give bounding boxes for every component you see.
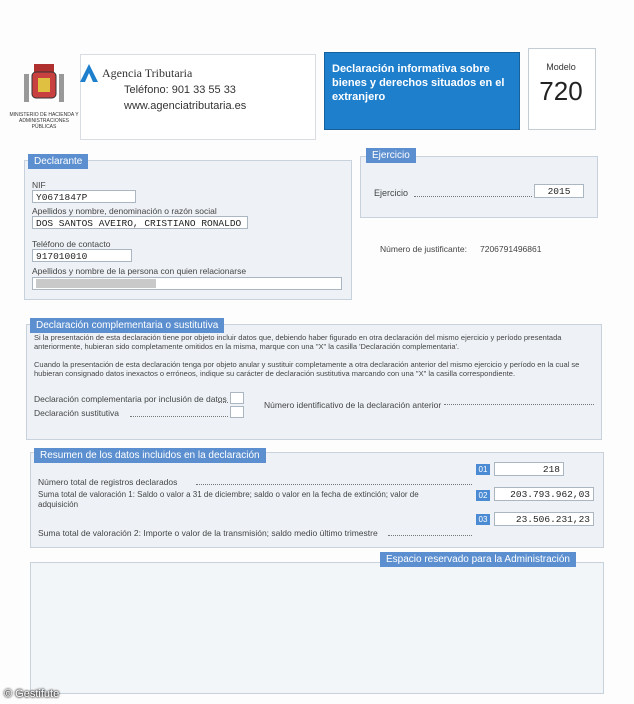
justificante-value: 7206791496861 xyxy=(480,244,542,254)
complementaria-label: Declaración complementaria por inclusión de datos xyxy=(34,394,227,404)
anterior-label: Número identificativo de la declaración anterior xyxy=(264,400,442,410)
nif-field[interactable]: Y0671847P xyxy=(32,190,136,203)
sustitutiva-label: Declaración sustitutiva xyxy=(34,408,120,418)
model-label: Modelo xyxy=(546,62,576,72)
watermark-text: © Gestifute xyxy=(4,688,60,700)
resumen-row-value-2[interactable]: 203.793.962,03 xyxy=(494,487,594,501)
resumen-row-code-2: 02 xyxy=(476,490,490,501)
redacted-block xyxy=(36,279,156,288)
sustitutiva-checkbox[interactable] xyxy=(230,406,244,418)
agency-logo-icon xyxy=(78,62,100,84)
contact-label: Apellidos y nombre de la persona con quien relacionarse xyxy=(32,266,247,276)
justificante-label: Número de justificante: xyxy=(380,244,467,254)
ejercicio-field[interactable]: 2015 xyxy=(534,184,584,198)
nif-label: NIF xyxy=(32,180,46,190)
agency-phone: Teléfono: 901 33 55 33 xyxy=(124,84,236,96)
resumen-row-label-3: Suma total de valoración 2: Importe o valor de la transmisión; saldo medio último trimestre xyxy=(38,528,378,538)
complementaria-text-2: Cuando la presentación de esta declaración tenga por objeto anular y sustituir completamente a otra declaración anterior del mismo ejercicio y período en la cual se hubieran consignado datos inexactos o erróneos, indique su carácter de declaración sustitutiva marcando con una "X" la casilla correspondiente. xyxy=(34,360,580,378)
name-field[interactable]: DOS SANTOS AVEIRO, CRISTIANO RONALDO xyxy=(32,216,248,229)
declarante-section-title: Declarante xyxy=(28,154,88,169)
model-number: 720 xyxy=(539,76,583,106)
resumen-row-label-2: Suma total de valoración 1: Saldo o valor a 31 de diciembre; saldo o valor en la fecha de extinción; valor de adquisición xyxy=(38,490,419,509)
name-label: Apellidos y nombre, denominación o razón social xyxy=(32,206,217,216)
form-title: Declaración informativa sobre bienes y derechos situados en el extranjero xyxy=(332,63,505,103)
contact-field[interactable] xyxy=(32,277,342,290)
phone-field[interactable]: 917010010 xyxy=(32,249,132,262)
coat-of-arms-icon xyxy=(20,62,68,110)
reservado-section-title: Espacio reservado para la Administración xyxy=(380,552,576,567)
resumen-row-value-3[interactable]: 23.506.231,23 xyxy=(494,512,594,526)
resumen-row-code-3: 03 xyxy=(476,514,490,525)
agency-website: www.agenciatributaria.es xyxy=(124,100,247,112)
phone-label: Teléfono de contacto xyxy=(32,239,111,249)
complementaria-section-title: Declaración complementaria o sustitutiva xyxy=(30,318,224,333)
resumen-row-code-1: 01 xyxy=(476,464,490,475)
ejercicio-section-title: Ejercicio xyxy=(366,148,416,163)
reservado-panel xyxy=(30,562,604,694)
complementaria-checkbox[interactable] xyxy=(230,392,244,404)
resumen-row-value-1[interactable]: 218 xyxy=(494,462,564,476)
resumen-row-label-1: Número total de registros declarados xyxy=(38,477,178,487)
ministry-name: MINISTERIO DE HACIENDA Y ADMINISTRACIONES PÚBLICAS xyxy=(9,112,79,130)
resumen-section-title: Resumen de los datos incluidos en la declaración xyxy=(34,448,266,463)
ejercicio-label: Ejercicio xyxy=(374,188,409,198)
complementaria-text-1: Si la presentación de esta declaración tiene por objeto incluir datos que, debiendo haber figurado en otra declaración del mismo ejercicio y período presentada anteriormente, hubieran sido completamente omitidos en la misma, marque con una "X" la casilla 'Declaración complementaria'. xyxy=(34,333,562,351)
agency-name: Agencia Tributaria xyxy=(102,66,193,80)
